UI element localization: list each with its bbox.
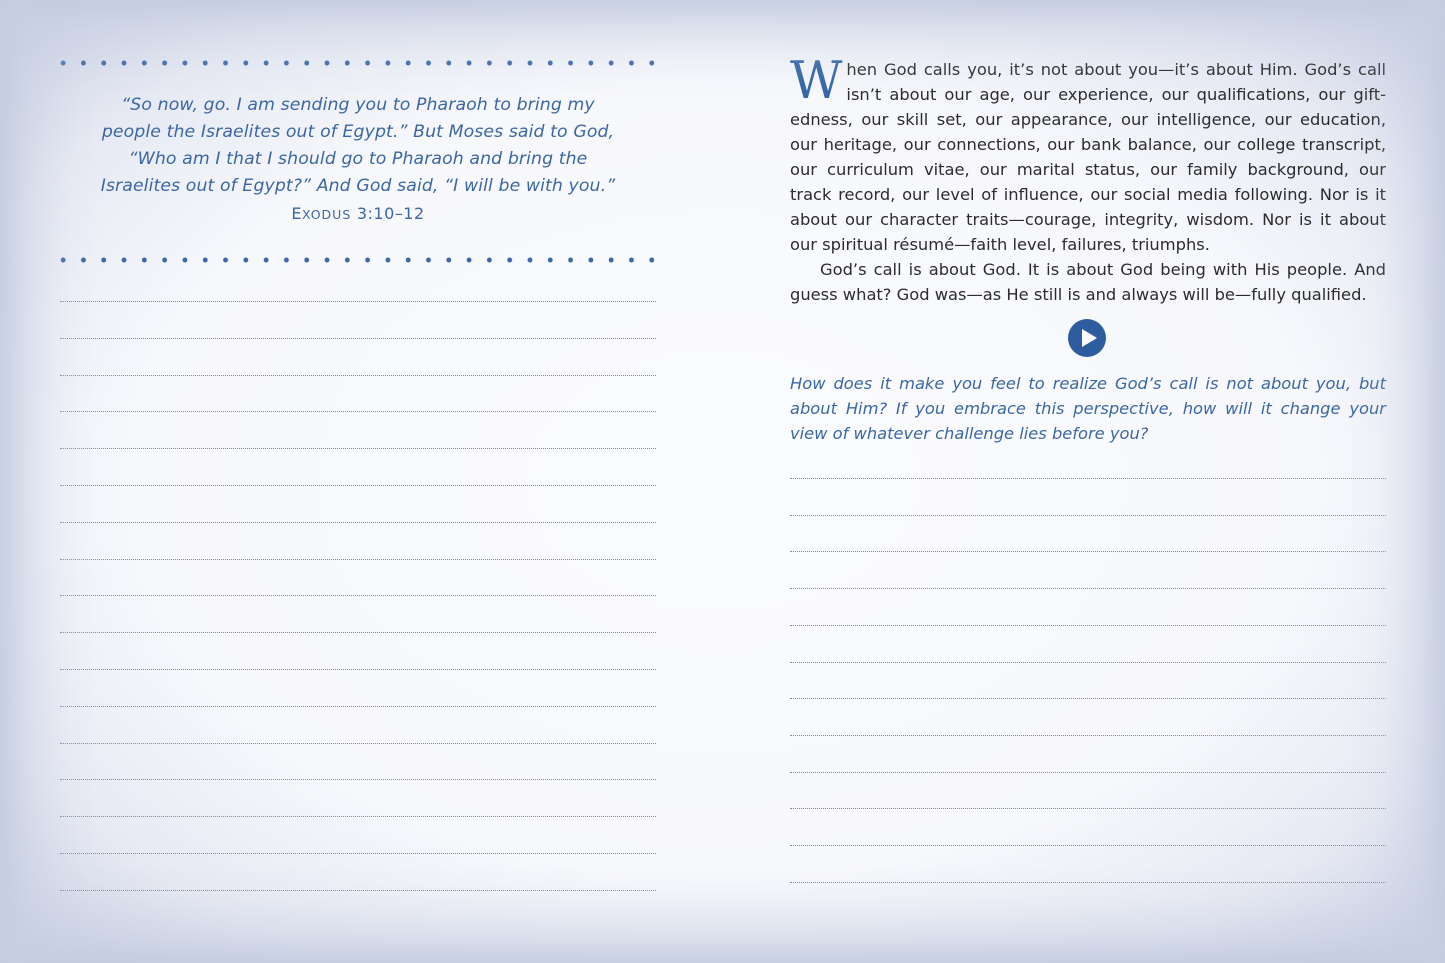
writing-line[interactable] bbox=[60, 485, 656, 486]
writing-line[interactable] bbox=[790, 662, 1386, 663]
paragraph-1: hen God calls you, it’s not about you—it’s about Him. God’s call isn’t about our age, our experience, our qualifications, our giftedness, our skill set, our appearance, our intelligence, our education, our heritage, our connections, our bank balance, our college transcript, our curriculum vitae, our marital status, our family background, our track record, our level of influence, our social media following. Nor is it about our character traits—courage, integrity, wisdom. Nor is it about our spiritual résumé—faith level, failures, triumphs. bbox=[790, 60, 1386, 254]
writing-line[interactable] bbox=[790, 698, 1386, 699]
writing-line[interactable] bbox=[60, 522, 656, 523]
scripture-verse bbox=[60, 92, 656, 228]
writing-line[interactable] bbox=[790, 551, 1386, 552]
reference-book-initial: E bbox=[291, 204, 302, 223]
writing-line[interactable] bbox=[790, 625, 1386, 626]
writing-line[interactable] bbox=[790, 588, 1386, 589]
writing-line[interactable] bbox=[790, 808, 1386, 809]
writing-line[interactable] bbox=[60, 779, 656, 780]
verse-line: “So now, go. I am sending you to Pharaoh to bring my bbox=[121, 95, 595, 115]
writing-line[interactable] bbox=[790, 735, 1386, 736]
writing-line[interactable] bbox=[60, 816, 656, 817]
writing-line[interactable] bbox=[790, 515, 1386, 516]
dotted-divider-top bbox=[60, 60, 656, 66]
paragraph-2: God’s call is about God. It is about God being with His people. And guess what? God was—as He still is and always will be—fully qualified. bbox=[790, 260, 1386, 304]
writing-line[interactable] bbox=[60, 632, 656, 633]
verse-line: people the Israelites out of Egypt.” But Moses said to God, bbox=[101, 122, 615, 142]
verse-line: “Who am I that I should go to Pharaoh and bring the bbox=[128, 149, 588, 169]
writing-line[interactable] bbox=[60, 706, 656, 707]
writing-line[interactable] bbox=[60, 890, 656, 891]
writing-line[interactable] bbox=[60, 853, 656, 854]
drop-cap: W bbox=[790, 52, 843, 111]
writing-line[interactable] bbox=[60, 559, 656, 560]
writing-line[interactable] bbox=[790, 478, 1386, 479]
writing-line[interactable] bbox=[60, 301, 656, 302]
scripture-reference bbox=[60, 200, 656, 228]
play-button[interactable] bbox=[1068, 319, 1106, 357]
writing-line[interactable] bbox=[60, 375, 656, 376]
devotional-text bbox=[790, 52, 1386, 307]
reference-book-rest: XODUS bbox=[301, 207, 352, 222]
writing-line[interactable] bbox=[60, 338, 656, 339]
writing-line[interactable] bbox=[60, 743, 656, 744]
writing-line[interactable] bbox=[60, 411, 656, 412]
writing-line[interactable] bbox=[790, 845, 1386, 846]
writing-line[interactable] bbox=[60, 448, 656, 449]
writing-line[interactable] bbox=[790, 772, 1386, 773]
verse-line: Israelites out of Egypt?” And God said, “I will be with you.” bbox=[100, 176, 616, 196]
reference-chapter: 3:10–12 bbox=[356, 204, 425, 223]
writing-line[interactable] bbox=[60, 595, 656, 596]
dotted-divider-bottom bbox=[60, 257, 656, 263]
reflection-question: How does it make you feel to realize God’s call is not about you, but about Him? If you embrace this perspective, how will it change your view of whatever challenge lies before you? bbox=[790, 374, 1386, 443]
writing-line[interactable] bbox=[790, 882, 1386, 883]
writing-line[interactable] bbox=[60, 669, 656, 670]
play-icon bbox=[1068, 319, 1106, 357]
